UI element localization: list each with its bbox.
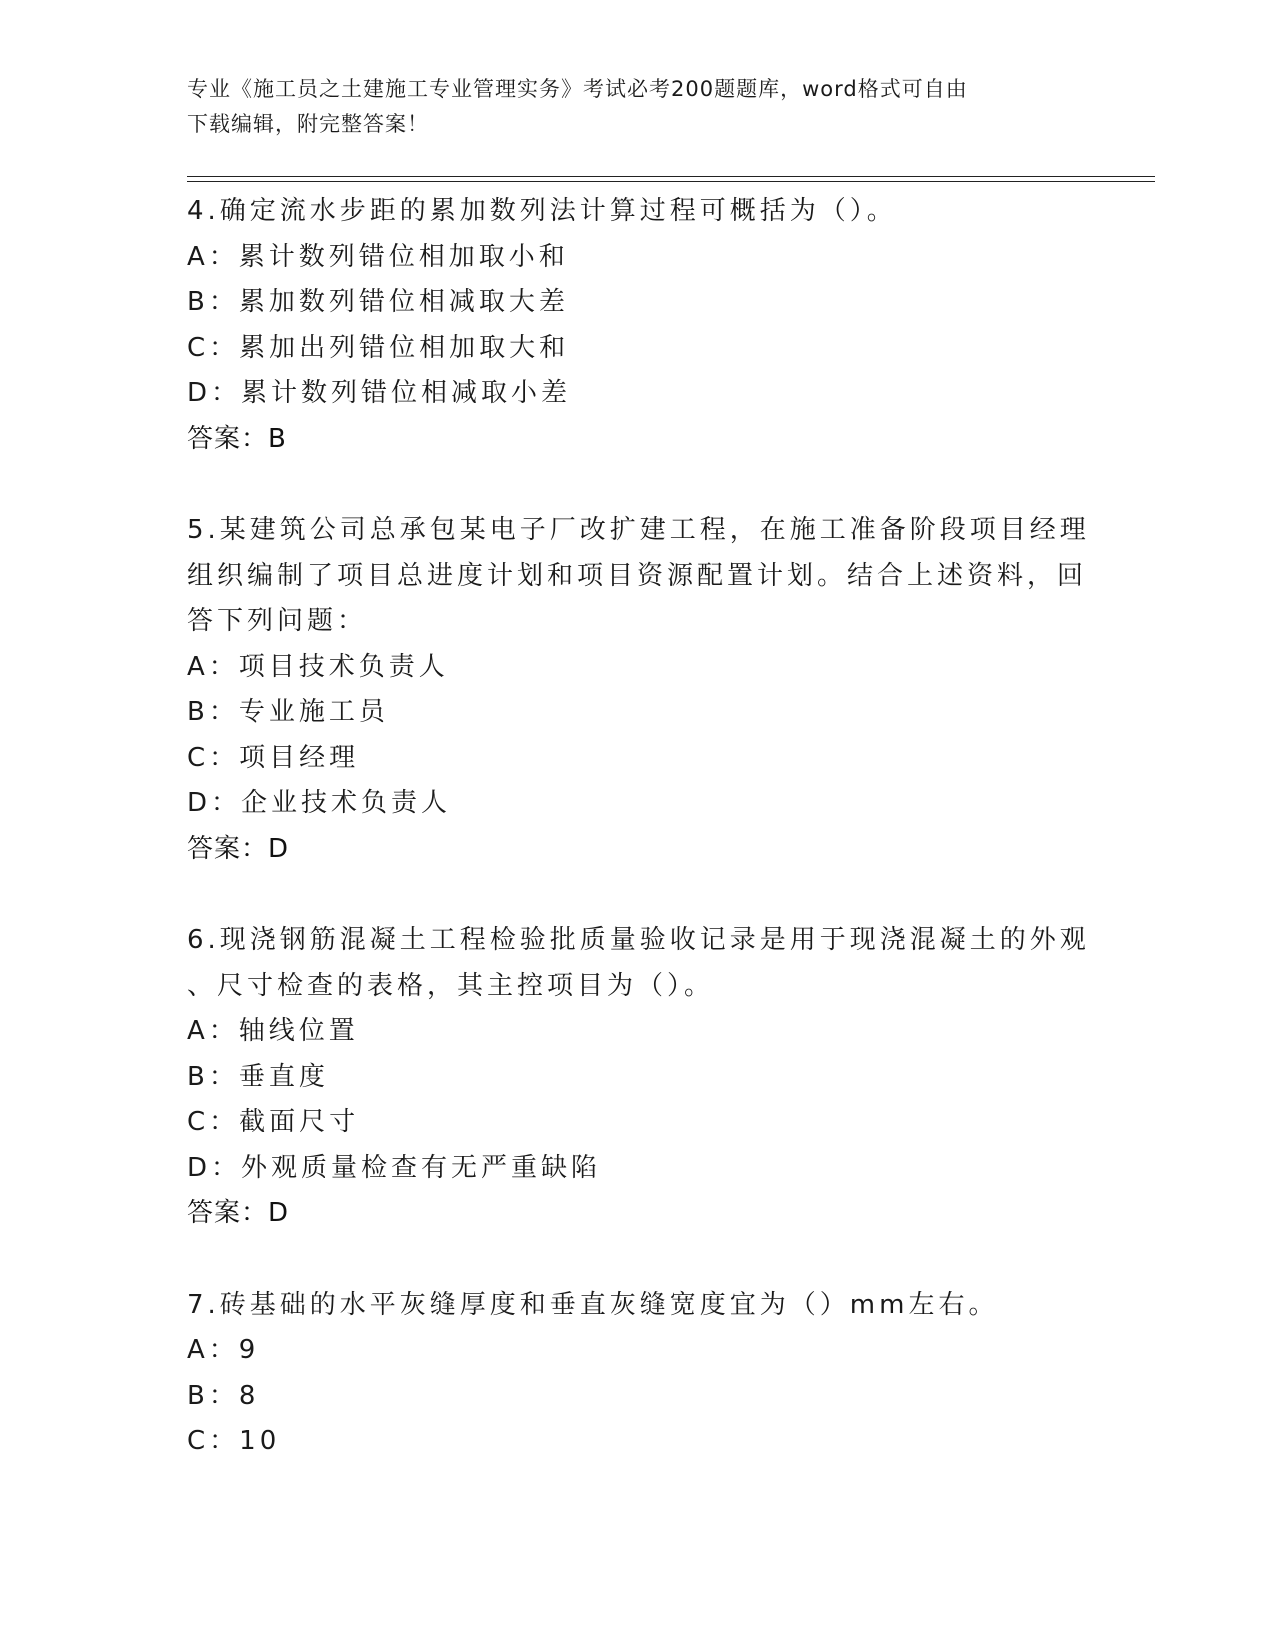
option-c: C：累加出列错位相加取大和 bbox=[187, 332, 570, 363]
question-list bbox=[187, 189, 1090, 1465]
question-item bbox=[187, 508, 1090, 872]
question-stem bbox=[187, 189, 1087, 235]
header-divider-bottom bbox=[187, 181, 1155, 182]
question-item bbox=[187, 189, 1087, 462]
option-a: A：项目技术负责人 bbox=[187, 651, 449, 682]
question-item bbox=[187, 1283, 1087, 1465]
header-divider-top bbox=[187, 176, 1155, 177]
answer-line: 答案：D bbox=[187, 833, 290, 864]
question-stem-line: 组织编制了项目总进度计划和项目资源配置计划。结合上述资料，回 bbox=[187, 560, 1088, 591]
question-stem bbox=[187, 1283, 1087, 1329]
question-stem-line: 答下列问题： bbox=[187, 606, 368, 636]
option-c: C：10 bbox=[187, 1426, 281, 1456]
question-stem-line: 4.确定流水步距的累加数列法计算过程可概括为（）。 bbox=[187, 196, 897, 226]
option-a: A：9 bbox=[187, 1335, 260, 1365]
question-item bbox=[187, 918, 1090, 1237]
question-stem-line: 7.砖基础的水平灰缝厚度和垂直灰缝宽度宜为（）mm左右。 bbox=[187, 1289, 999, 1320]
option-b: B：专业施工员 bbox=[187, 697, 389, 727]
question-stem bbox=[187, 918, 1090, 1009]
answer-line: 答案：B bbox=[187, 423, 287, 454]
option-d: D：企业技术负责人 bbox=[187, 788, 452, 818]
option-d: D：外观质量检查有无严重缺陷 bbox=[187, 1152, 602, 1183]
question-stem bbox=[187, 508, 1090, 645]
question-stem-line: 、尺寸检查的表格，其主控项目为（）。 bbox=[187, 970, 715, 1001]
option-c: C：截面尺寸 bbox=[187, 1107, 360, 1137]
option-d: D：累计数列错位相减取小差 bbox=[187, 378, 572, 408]
question-spacer bbox=[187, 872, 1087, 918]
option-b: B：8 bbox=[187, 1380, 260, 1411]
option-b: B：垂直度 bbox=[187, 1061, 329, 1092]
document-header bbox=[187, 72, 1087, 142]
question-spacer bbox=[187, 1237, 1087, 1283]
question-stem-line: 5.某建筑公司总承包某电子厂改扩建工程，在施工准备阶段项目经理 bbox=[187, 515, 1090, 545]
question-spacer bbox=[187, 462, 1087, 508]
option-c: C：项目经理 bbox=[187, 742, 360, 773]
option-a: A：轴线位置 bbox=[187, 1016, 359, 1046]
header-line-2: 下载编辑，附完整答案！ bbox=[187, 112, 429, 136]
answer-line: 答案：D bbox=[187, 1198, 290, 1228]
header-line-1: 专业《施工员之土建施工专业管理实务》考试必考200题题库，word格式可自由 bbox=[187, 77, 968, 101]
option-a: A：累计数列错位相加取小和 bbox=[187, 241, 569, 272]
option-b: B：累加数列错位相减取大差 bbox=[187, 287, 569, 317]
question-stem-line: 6.现浇钢筋混凝土工程检验批质量验收记录是用于现浇混凝土的外观 bbox=[187, 925, 1090, 955]
